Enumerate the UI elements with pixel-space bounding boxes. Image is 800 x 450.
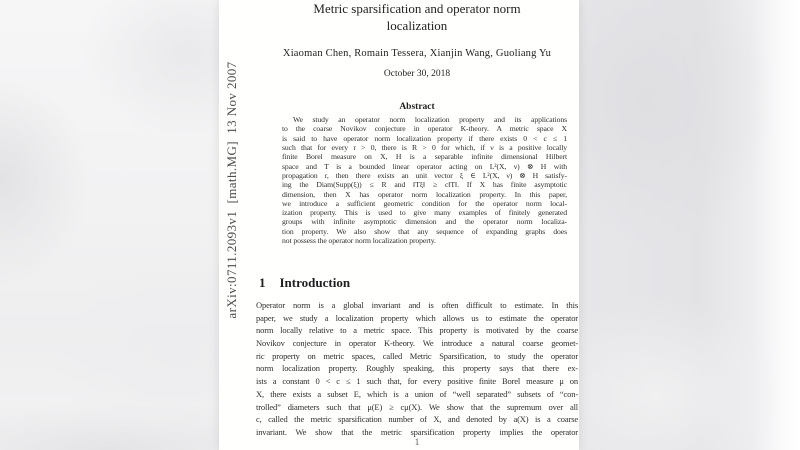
- abstract-line: ization property. This is used to give many examples of finitely generated: [282, 208, 567, 218]
- introduction-line: paper, we study a localization property which allows us to estimate the operator: [256, 312, 578, 323]
- section-title: Introduction: [279, 275, 351, 290]
- arxiv-stamp: arXiv:0711.2093v1 [math.MG] 13 Nov 2007: [223, 61, 239, 319]
- abstract-text: [282, 115, 567, 245]
- page-number: 1: [414, 437, 420, 447]
- introduction-line: Novikov conjecture in operator K-theory. We introduce a natural coarse geomet-: [256, 338, 578, 349]
- paper-title-line: Metric sparsification and operator norm: [313, 1, 521, 16]
- paper-content: [256, 0, 578, 450]
- abstract-line: such that for every r > 0, there is R > 0 for which, if ν is a positive locally: [282, 142, 567, 152]
- abstract-line: groups with infinite asymptotic dimension and the operator norm localiza-: [282, 217, 567, 227]
- blurred-backdrop-right: [579, 0, 800, 450]
- section-heading: [259, 275, 350, 291]
- section-number: 1: [259, 275, 266, 290]
- abstract-line: propagation r, then there exists an unit vector ξ ∈ L²(X, ν) ⊗ H satisfy-: [282, 170, 567, 180]
- abstract-heading: Abstract: [399, 102, 435, 112]
- abstract-line: finite Borel measure on X, H is a separable infinite dimensional Hilbert: [282, 152, 567, 162]
- paper-title-line: localization: [386, 17, 448, 33]
- introduction-line: norm localization property. Roughly speaking, this property says that there ex-: [256, 363, 578, 374]
- abstract-line: to the coarse Novikov conjecture in operator K-theory. A metric space X: [282, 124, 567, 134]
- abstract-line: We study an operator norm localization property and its applications: [293, 115, 567, 124]
- introduction-line: ric property on metric spaces, called Metric Sparsification, to study the operator: [256, 350, 578, 361]
- abstract-line: not possess the operator norm localization property.: [282, 236, 436, 246]
- abstract-line: we introduce a sufficient geometric condition for the operator norm local-: [282, 198, 567, 208]
- abstract-line: is said to have operator norm localization property if there exists 0 < c ≤ 1: [282, 133, 567, 143]
- introduction-line: X, there exists a subset E, which is a union of “well separated” subsets of “con-: [256, 388, 578, 399]
- abstract-line: tion property. We also show that any sequence of expanding graphs does: [282, 226, 567, 236]
- paper-title: [256, 1, 578, 34]
- introduction-paragraph: [256, 299, 578, 439]
- abstract-line: dimension, then X has operator norm localization property. In this paper,: [282, 189, 567, 199]
- introduction-line: invariant. We show that the metric sparsification property implies the operator: [256, 426, 578, 437]
- abstract-line: space and T is a bounded linear operator acting on L²(X, ν) ⊗ H with: [282, 161, 567, 171]
- introduction-line: norm locally relative to a metric space. This property is motivated by the coarse: [256, 325, 578, 336]
- paper-page: [219, 0, 579, 450]
- introduction-line: ists a constant 0 < c ≤ 1 such that, for every positive finite Borel measure μ on: [256, 376, 578, 387]
- introduction-line: Operator norm is a global invariant and is often difficult to estimate. In this: [256, 300, 578, 310]
- blurred-backdrop-left: [0, 0, 219, 450]
- paper-date: October 30, 2018: [383, 69, 451, 79]
- abstract-line: ing the Diam(Supp(ξ)) ≤ R and ‖Tξ‖ ≥ c‖T‖. If X has finite asymptotic: [282, 180, 567, 190]
- introduction-line: c, called the metric sparsification number of X, and denoted by a(X) is a coarse: [256, 414, 578, 425]
- paper-authors: Xiaoman Chen, Romain Tessera, Xianjin Wang, Guoliang Yu: [282, 48, 552, 59]
- introduction-line: trolled” diameters such that μ(E) ≥ cμ(X). We show that the supremum over all: [256, 401, 578, 412]
